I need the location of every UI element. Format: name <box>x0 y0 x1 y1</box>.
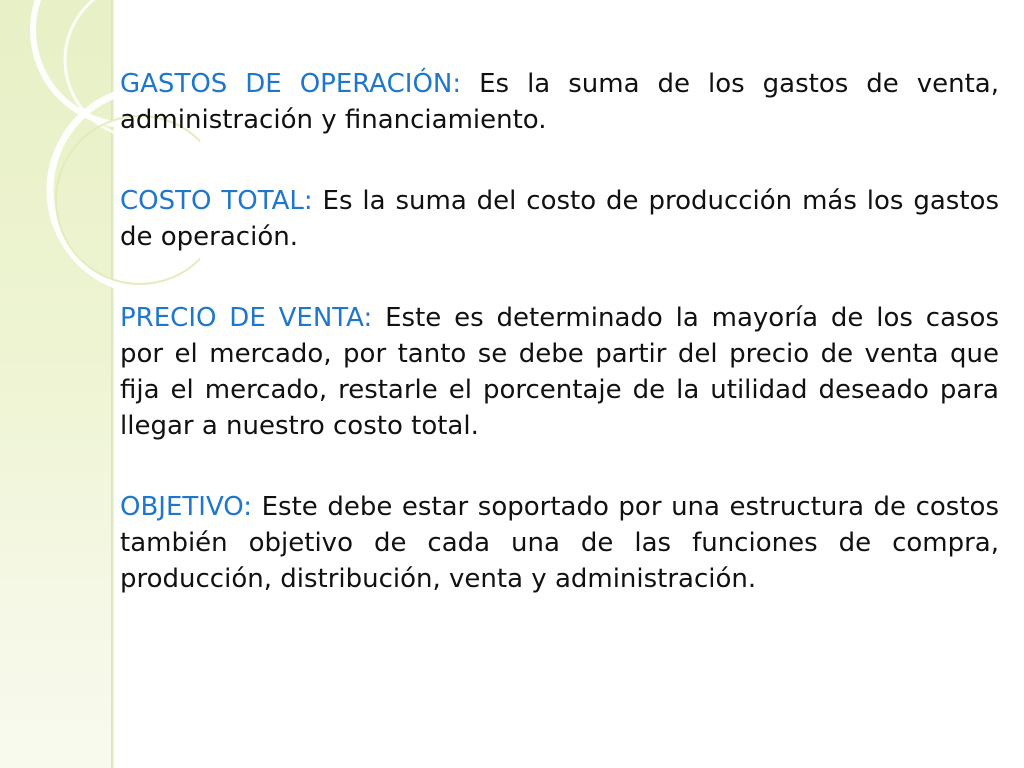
definition-precio-de-venta: Este es determinado la mayoría de los casos por el mercado, por tanto se debe partir del precio de venta que fija el mercado, restarle el porcentaje de la utilidad deseado para llegar a nuestro costo total. <box>120 303 999 441</box>
paragraph-gastos-de-operacion <box>120 66 999 138</box>
definition-gastos-de-operacion: Es la suma de los gastos de venta, administración y financiamiento. <box>120 69 1000 135</box>
definition-costo-total: Es la suma del costo de producción más los gastos de operación. <box>120 186 999 252</box>
definition-objetivo: Este debe estar soportado por una estructura de costos también objetivo de cada una de las funciones de compra, producción, distribución, venta y administración. <box>120 492 999 594</box>
paragraph-precio-de-venta <box>120 300 999 444</box>
paragraph-costo-total <box>120 183 999 255</box>
term-objetivo: OBJETIVO: <box>120 492 253 522</box>
term-gastos-de-operacion: GASTOS DE OPERACIÓN: <box>120 69 462 99</box>
slide-content <box>120 66 999 642</box>
paragraph-objetivo <box>120 489 999 597</box>
term-precio-de-venta: PRECIO DE VENTA: <box>120 303 373 333</box>
term-costo-total: COSTO TOTAL: <box>120 186 313 216</box>
